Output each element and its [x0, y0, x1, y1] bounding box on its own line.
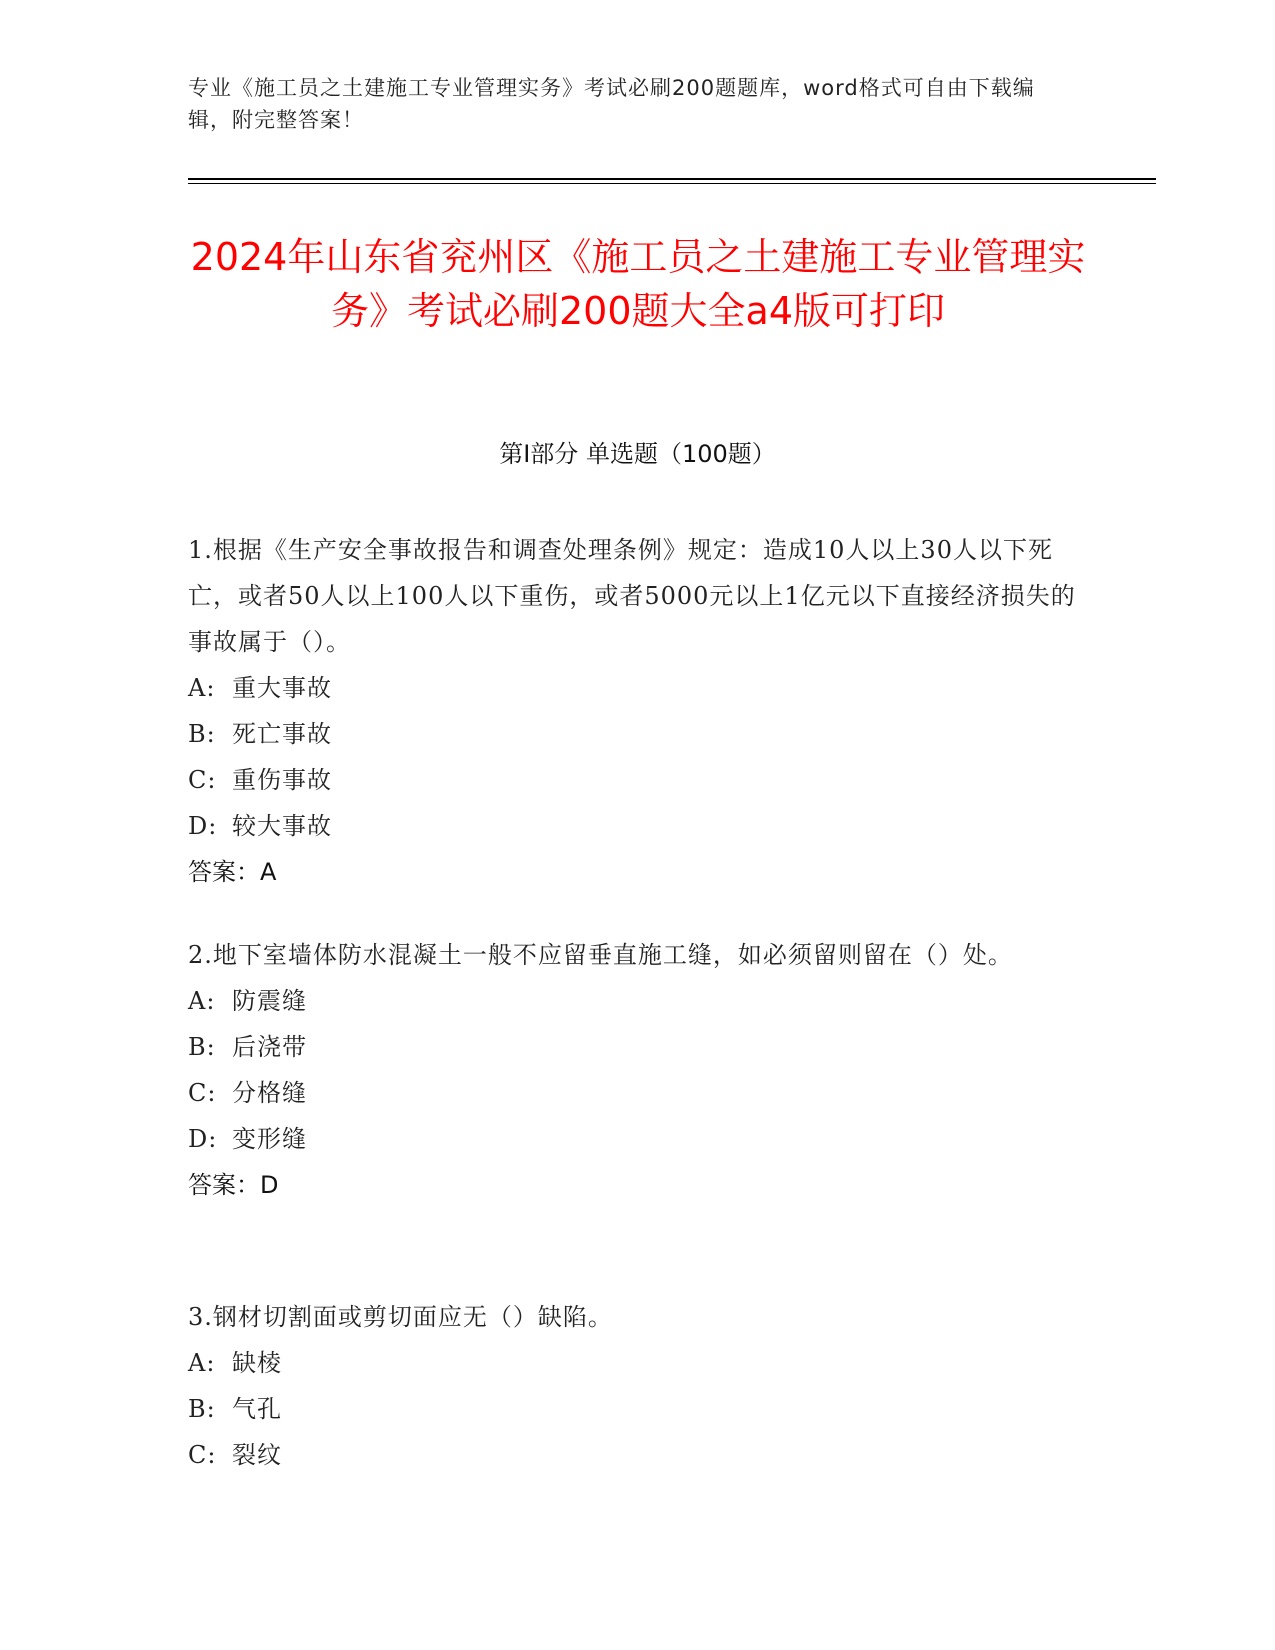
option-letter: A: [188, 1349, 216, 1377]
question-1 [188, 527, 1088, 895]
question-stem: 1.根据《生产安全事故报告和调查处理条例》规定：造成10人以上30人以下死亡，或者50人以上100人以下重伤，或者5000元以上1亿元以下直接经济损失的事故属于（）。 [188, 536, 1076, 656]
option-a [188, 1340, 1088, 1386]
answer-line: 答案：A [188, 858, 277, 886]
option-letter: B: [188, 1395, 216, 1423]
document-title: 2024年山东省兖州区《施工员之土建施工专业管理实务》考试必刷200题大全a4版可打印 [190, 235, 1086, 333]
answer-line: 答案：D [188, 1171, 279, 1199]
question-stem: 2.地下室墙体防水混凝土一般不应留垂直施工缝，如必须留则留在（）处。 [188, 941, 1013, 969]
option-c [188, 757, 1088, 803]
option-text: 重大事故 [232, 674, 332, 702]
question-3 [188, 1294, 1088, 1478]
option-b [188, 1024, 1088, 1070]
option-text: 分格缝 [232, 1079, 307, 1107]
option-text: 重伤事故 [232, 766, 332, 794]
option-letter: B: [188, 720, 216, 748]
option-letter: B: [188, 1033, 216, 1061]
option-b [188, 1386, 1088, 1432]
option-a [188, 665, 1088, 711]
option-c [188, 1070, 1088, 1116]
option-letter: D: [188, 812, 218, 840]
option-a [188, 978, 1088, 1024]
option-text: 死亡事故 [232, 720, 332, 748]
option-text: 缺棱 [232, 1349, 282, 1377]
option-letter: D: [188, 1125, 218, 1153]
option-letter: C: [188, 1079, 217, 1107]
option-b [188, 711, 1088, 757]
question-stem: 3.钢材切割面或剪切面应无（）缺陷。 [188, 1303, 613, 1331]
option-text: 裂纹 [232, 1441, 282, 1469]
section-heading: 第I部分 单选题（100题） [499, 440, 776, 468]
option-c [188, 1432, 1088, 1478]
question-2 [188, 932, 1088, 1208]
header-rule-thick [188, 178, 1156, 180]
option-text: 较大事故 [232, 812, 332, 840]
option-d [188, 803, 1088, 849]
header-rule-thin [188, 183, 1156, 184]
option-text: 变形缝 [232, 1125, 307, 1153]
option-letter: C: [188, 766, 217, 794]
option-text: 气孔 [232, 1395, 282, 1423]
option-text: 后浇带 [232, 1033, 307, 1061]
option-d [188, 1116, 1088, 1162]
header-note: 专业《施工员之土建施工专业管理实务》考试必刷200题题库，word格式可自由下载编辑，附完整答案！ [188, 76, 1035, 132]
option-text: 防震缝 [232, 987, 307, 1015]
option-letter: A: [188, 987, 216, 1015]
option-letter: C: [188, 1441, 217, 1469]
option-letter: A: [188, 674, 216, 702]
